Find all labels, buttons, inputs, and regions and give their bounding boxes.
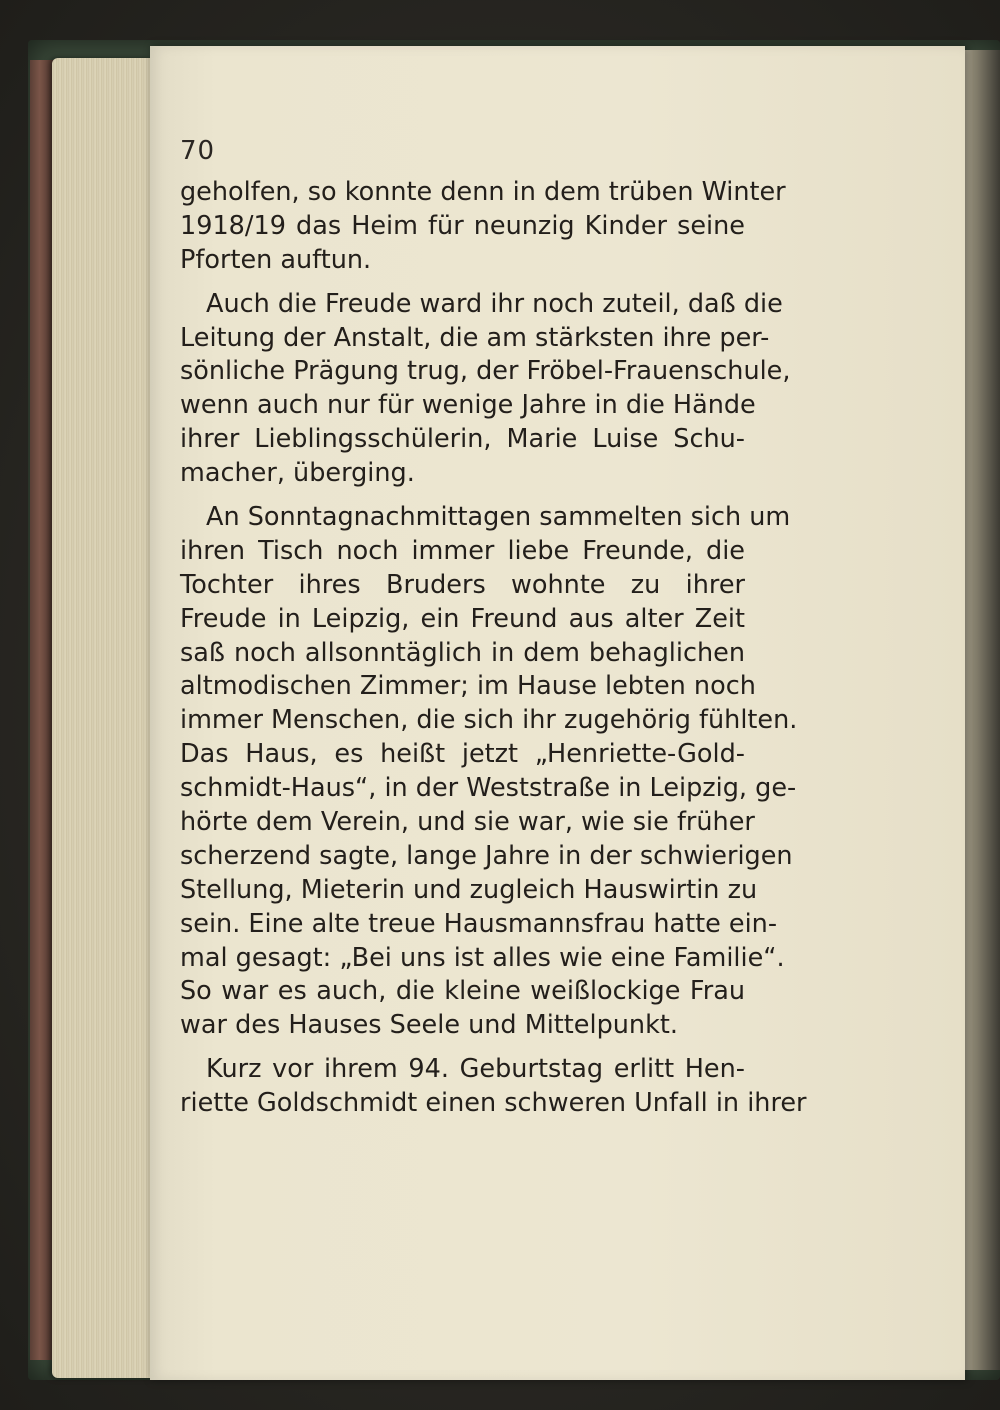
text-line: saß noch allsonntäglich in dem behaglichen: [180, 637, 745, 668]
text-line: Kurz vor ihrem 94. Geburtstag erlitt Hen-: [206, 1054, 745, 1085]
text-line: ihren Tisch noch immer liebe Freunde, die: [180, 535, 745, 566]
body-text: [180, 176, 807, 1121]
text-line: mal gesagt: „Bei uns ist alles wie eine Familie“.: [180, 942, 785, 973]
text-line: Tochter ihres Bruders wohnte zu ihrer: [180, 569, 745, 600]
text-line: scherzend sagte, lange Jahre in der schwierigen: [180, 840, 793, 871]
text-line: An Sonntagnachmittagen sammelten sich um: [206, 502, 791, 533]
text-line: Pforten auftun.: [180, 244, 372, 275]
text-line: riette Goldschmidt einen schweren Unfall in ihrer: [180, 1088, 807, 1119]
text-line: immer Menschen, die sich ihr zugehörig fühlten.: [180, 705, 798, 736]
text-line: Freude in Leipzig, ein Freund aus alter Zeit: [180, 603, 745, 634]
text-line: Das Haus, es heißt jetzt „Henriette-Gold-: [180, 739, 745, 770]
page-stack-edges: [52, 58, 152, 1378]
text-line: ihrer Lieblingsschülerin, Marie Luise Schu-: [180, 424, 745, 455]
next-page-edge: [962, 50, 1000, 1370]
text-line: altmodischen Zimmer; im Hause lebten noch: [180, 671, 756, 702]
text-line: schmidt-Haus“, in der Weststraße in Leipzig, ge-: [180, 773, 797, 804]
text-line: 1918/19 das Heim für neunzig Kinder seine: [180, 210, 745, 241]
text-line: Leitung der Anstalt, die am stärksten ihre per-: [180, 322, 770, 353]
text-line: wenn auch nur für wenige Jahre in die Hände: [180, 390, 756, 421]
text-line: Auch die Freude ward ihr noch zuteil, daß die: [206, 288, 783, 319]
page-number: 70: [180, 136, 216, 166]
text-line: war des Hauses Seele und Mittelpunkt.: [180, 1010, 678, 1041]
text-line: hörte dem Verein, und sie war, wie sie früher: [180, 807, 755, 838]
text-line: geholfen, so konnte denn in dem trüben Winter: [180, 177, 786, 207]
text-line: sönliche Prägung trug, der Fröbel-Frauenschule,: [180, 356, 791, 387]
text-line: sein. Eine alte treue Hausmannsfrau hatte ein-: [180, 908, 778, 939]
text-line: So war es auch, die kleine weißlockige Frau: [180, 976, 745, 1007]
text-line: macher, überging.: [180, 458, 415, 489]
text-line: Stellung, Mieterin und zugleich Hauswirtin zu: [180, 874, 758, 905]
